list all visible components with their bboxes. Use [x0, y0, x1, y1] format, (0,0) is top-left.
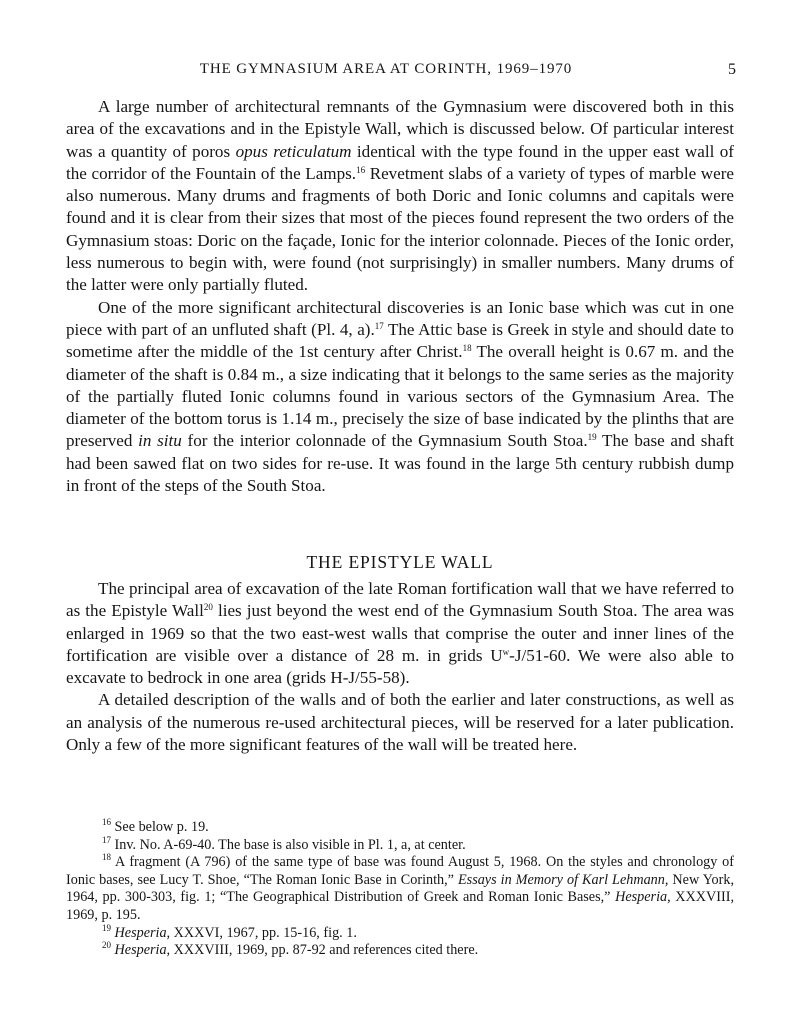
text-run: identical with the type found in the upper east wall of the corridor of the Fountain of the Lamps.: [66, 141, 734, 183]
text-run: -J/51-60. We were also able to excavate to bedrock in one area (grids H-J/55-58).: [66, 645, 734, 688]
paragraph-4: A detailed description of the walls and of both the earlier and later constructions, as well as an analysis of the numerous re-used architectural pieces, will be reserved for a later publication. Only a few of the more significant features of the wall will be treated here.: [66, 690, 734, 755]
page-number: 5: [728, 61, 736, 78]
footnote-ref-18[interactable]: 18: [462, 343, 472, 354]
footnote-19: [66, 922, 734, 943]
footnotes: [66, 819, 734, 960]
book-title: Essays in Memory of Karl Lehmann,: [458, 871, 669, 888]
footnote-17: [66, 834, 734, 855]
text-run: The overall height is 0.67 m. and the diameter of the shaft is 0.84 m., a size indicating that it belongs to the same series as the majority of the partially fluted Ionic columns found in various sectors of the Gymnasium Area. The diameter of the bottom torus is 1.14 m., precisely the size of base indicated by the plinths that are preserved: [66, 342, 734, 451]
footnote-text: See below p. 19.: [111, 819, 209, 835]
paragraph-3: [66, 578, 734, 689]
footnote-text: XXXVI, 1967, pp. 15-16, fig. 1.: [170, 924, 357, 941]
footnote-number: 17: [102, 834, 111, 845]
text-run: The principal area of excavation of the late Roman fortification wall that we have referred to as the Epistyle Wall: [66, 579, 734, 621]
text-run: One of the more significant architectural discoveries is an Ionic base which was cut in one piece with part of an unfluted shaft (Pl. 4, a).: [66, 297, 734, 339]
text-run: lies just beyond the west end of the Gymnasium South Stoa. The area was enlarged in 1969 so that the two east-west walls that comprise the outer and inner lines of the fortification are visible over a distance of 28 m. in grids U: [66, 601, 734, 665]
footnote-text: A fragment (A 796) of the same type of base was found August 5, 1968. On the styles and chronology of Ionic bases, see Lucy T. Shoe, “The Roman Ionic Base in Corinth,”: [66, 854, 734, 888]
journal-title: Hesperia,: [114, 924, 171, 941]
section-heading: THE EPISTYLE WALL: [306, 552, 494, 572]
journal-title: Hesperia,: [114, 942, 171, 959]
grid-superscript: w: [502, 646, 510, 657]
footnote-number: 20: [102, 940, 111, 951]
footnote-ref-20[interactable]: 20: [203, 602, 213, 613]
main-text-lower: [66, 578, 734, 756]
running-header: [66, 61, 736, 81]
text-run: The base and shaft had been sawed flat on two sides for re-use. It was found in the large 5th century rubbish dump in front of the steps of the South Stoa.: [66, 431, 734, 496]
text-run: for the interior colonnade of the Gymnasium South Stoa.: [181, 431, 588, 451]
paragraph-2: [66, 297, 734, 498]
footnote-number: 18: [102, 852, 111, 863]
footnote-text: XXXVIII, 1969, pp. 87-92 and references cited there.: [170, 942, 479, 959]
footnote-text: New York, 1964, pp. 300-303, fig. 1; “The Geographical Distribution of Greek and Roman Ionic Bases,”: [66, 871, 734, 906]
italic-term: in situ: [138, 431, 182, 451]
footnote-18: [66, 854, 734, 924]
text-run: Revetment slabs of a variety of types of marble were also numerous. Many drums and fragments of both Doric and Ionic columns and capitals were found and it is clear from their sizes that most of the pieces found represent the two orders of the Gymnasium stoas: Doric on the façade, Ionic for the interior colonnade. Pieces of the Ionic order, less numerous to begin with, were found (not surprisingly) in smaller numbers. Many drums of the latter were only partially fluted.: [66, 163, 734, 295]
footnote-ref-16[interactable]: 16: [356, 164, 366, 175]
footnote-text: Inv. No. A-69-40. The base is also visible in Pl. 1, a, at center.: [111, 836, 466, 853]
footnote-16: [66, 819, 734, 837]
main-text-upper: [66, 96, 734, 497]
text-run: The Attic base is Greek in style and should date to sometime after the middle of the 1st century after Christ.: [66, 319, 734, 362]
paragraph-1: [66, 96, 734, 297]
footnote-number: 19: [102, 922, 111, 933]
footnote-ref-19[interactable]: 19: [587, 432, 597, 443]
footnote-number: 16: [102, 817, 111, 827]
journal-title: Hesperia,: [615, 889, 671, 906]
text-run: A large number of architectural remnants of the Gymnasium were discovered both in this area of the excavations and in the Epistyle Wall, which is discussed below. Of particular interest was a quantity of poros: [66, 97, 734, 161]
running-title: THE GYMNASIUM AREA AT CORINTH, 1969–1970: [199, 61, 573, 77]
footnote-ref-17[interactable]: 17: [374, 320, 384, 331]
italic-term: opus reticulatum: [235, 141, 352, 161]
footnote-text: XXXVIII, 1969, p. 195.: [66, 889, 734, 923]
footnote-20: [66, 942, 734, 960]
